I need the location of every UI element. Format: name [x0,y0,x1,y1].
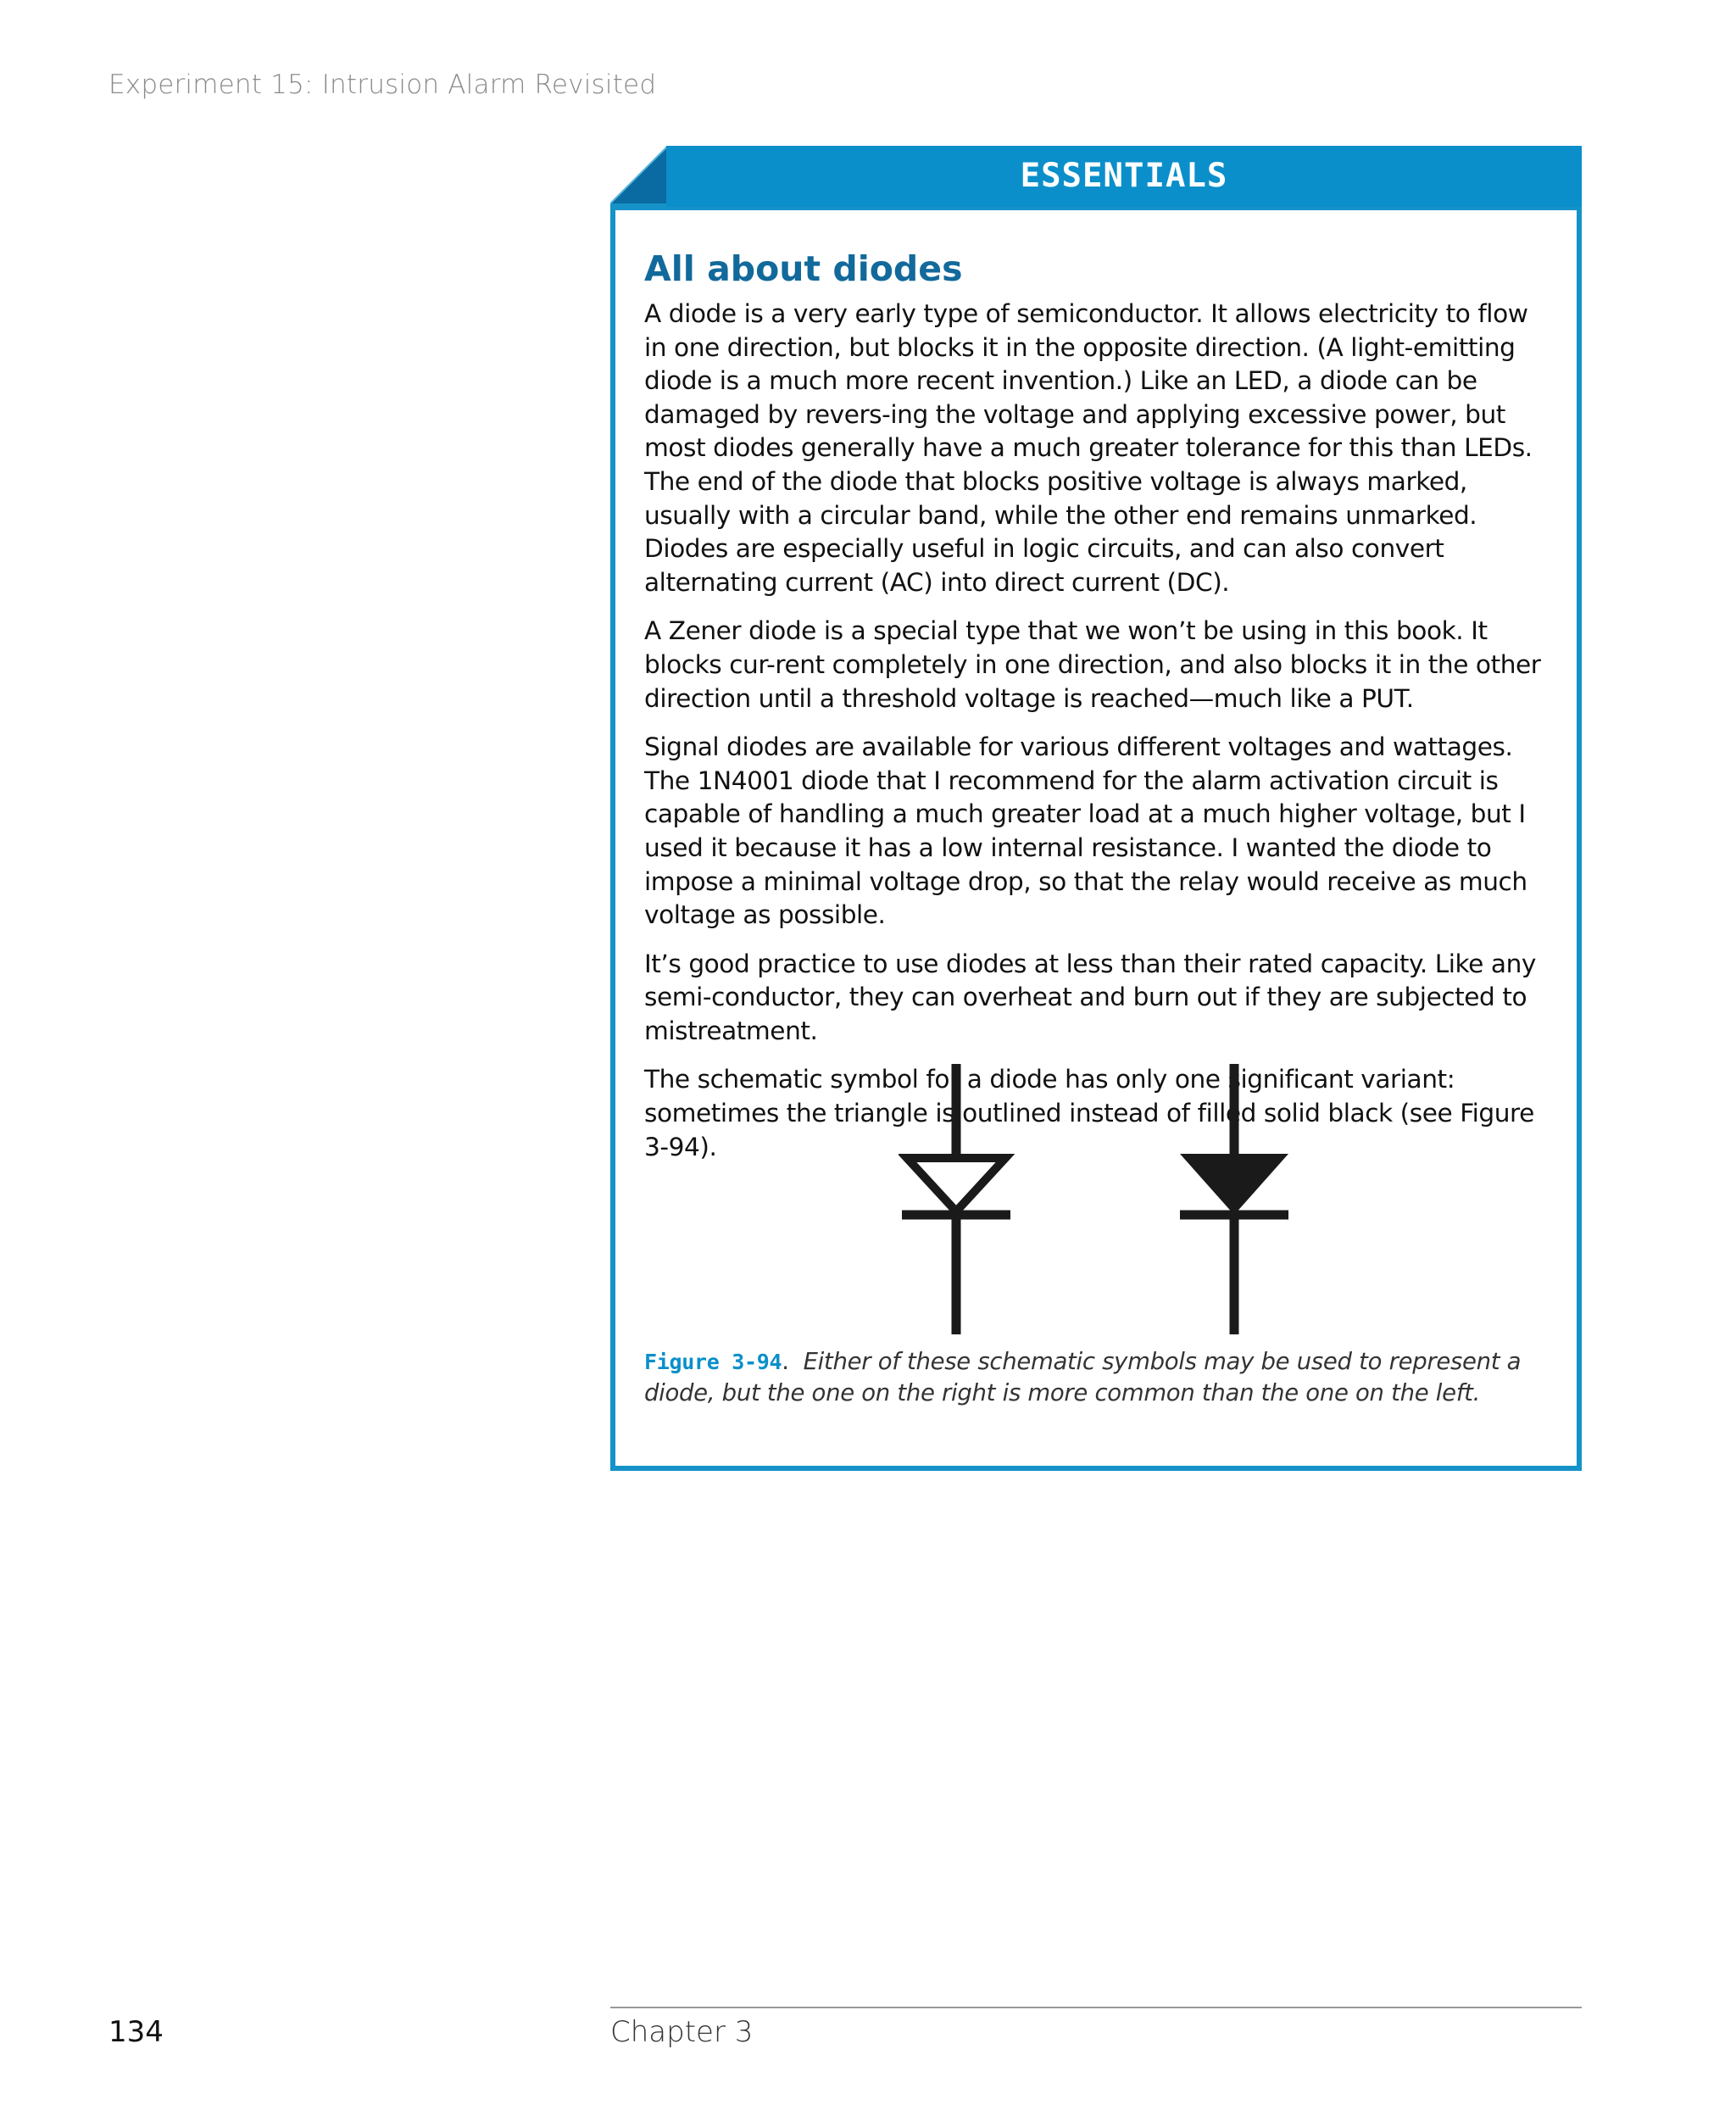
page-curl-corner-icon [610,146,671,207]
figure-caption-text: Either of these schematic symbols may be used to represent a diode, but the one on the right is more common than the one on the left. [644,1348,1522,1406]
diode-filled-symbol [1180,1064,1288,1334]
diode-outlined-triangle [907,1158,1005,1211]
footer-rule [610,2007,1582,2008]
sidebar-title: All about diodes [644,248,963,289]
essentials-content [644,243,1551,1179]
paragraph: It’s good practice to use diodes at less than their rated capacity. Like any semi-conductor, they can overheat and burn out if they are subjected to mistreatment. [644,949,1536,1045]
essentials-box [610,146,1582,1471]
diode-filled-triangle [1180,1154,1288,1215]
paragraph: A Zener diode is a special type that we won’t be using in this book. It blocks cur-rent completely in one direction, and also blocks it in the other direction until a threshold voltage is reached—much like a PUT. [644,616,1541,713]
diode-outlined-symbol [902,1064,1010,1334]
figure-label-separator: . [782,1348,789,1375]
diode-symbols-figure [899,1057,1322,1341]
running-head: Experiment 15: Intrusion Alarm Revisited [108,70,657,100]
chapter-label: Chapter 3 [610,2015,754,2049]
page-number: 134 [108,2015,164,2049]
figure-label: Figure 3-94 [644,1350,782,1374]
paragraph: A diode is a very early type of semiconductor. It allows electricity to flow in one direction, but blocks it in the opposite direction. (A light-emitting diode is a much more recent invention.) Like an LED, a diode can be damaged by revers-ing the voltage and applying excessive power, but most diodes generally have a much greater tolerance for this than LEDs. The end of the diode that blocks positive voltage is always marked, usually with a circular band, while the other end remains unmarked. Diodes are especially useful in logic circuits, and can also convert alternating current (AC) into direct current (DC). [644,299,1533,597]
figure-caption [644,1346,1568,1408]
essentials-tab: ESSENTIALS [666,146,1582,207]
paragraph: Signal diodes are available for various different voltages and wattages. The 1N4001 diode that I recommend for the alarm activation circuit is capable of handling a much greater load at a much higher voltage, but I used it because it has a low internal resistance. I wanted the diode to impose a minimal voltage drop, so that the relay would receive as much voltage as possible. [644,732,1527,930]
paragraph: The schematic symbol for a diode has only one significant variant: sometimes the triangle is outlined instead of filled solid black (see Figure 3-94). [644,1065,1534,1161]
